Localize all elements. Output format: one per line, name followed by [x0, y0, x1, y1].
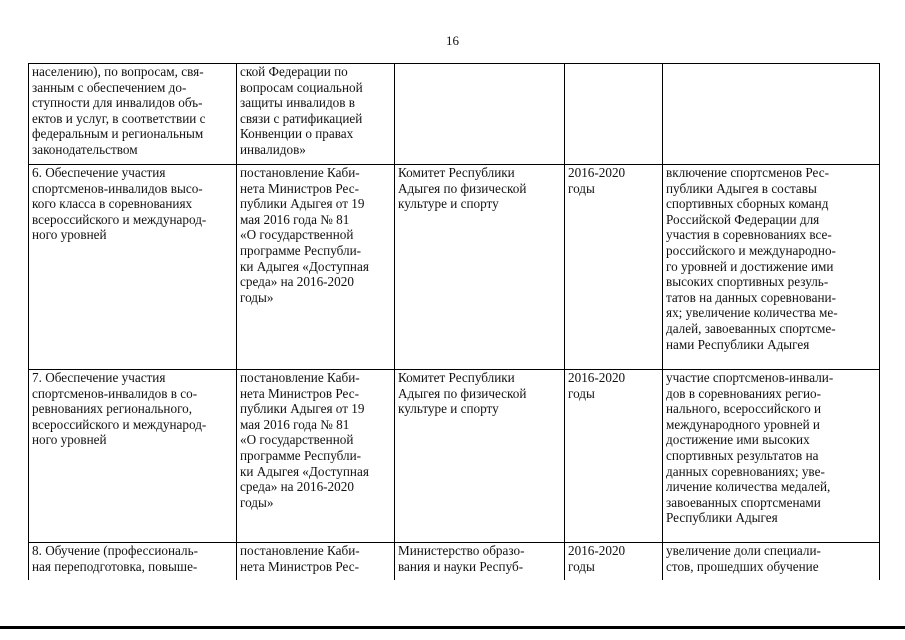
table-cell-executor — [395, 64, 565, 165]
page-number: 16 — [446, 33, 459, 48]
table-cell-period: 2016-2020 годы — [565, 543, 663, 583]
table-cell-period — [565, 64, 663, 165]
table-cell-measure: 8. Обучение (профессиональ- ная переподготовка, повыше- — [29, 543, 237, 583]
table-cell-measure: 7. Обеспечение участия спортсменов-инвалидов в со- ревнованиях регионального, всероссийского и международ- ного уровней — [29, 370, 237, 543]
table-cell-measure: населению), по вопросам, свя- занным с обеспечением до- ступности для инвалидов объ- ектов и услуг, в соответствии с федеральным и региональным законодательством — [29, 64, 237, 165]
table-cell-legal-basis: постановление Каби- нета Министров Рес- публики Адыгея от 19 мая 2016 года № 81 «О государственной программе Республи- ки Адыгея «Доступная среда» на 2016-2020 годы» — [237, 165, 395, 370]
table-cell-result: участие спортсменов-инвали- дов в соревнованиях регио- нального, всероссийского и международного уровней и достижение ими высоких спортивных результатов на данных соревнованиях; уве- личение количества медалей, завоеванных спортсменами Республики Адыгея — [663, 370, 880, 543]
table-cell-period: 2016-2020 годы — [565, 165, 663, 370]
table-cell-measure: 6. Обеспечение участия спортсменов-инвалидов высо- кого класса в соревнованиях всероссийского и международ- ного уровней — [29, 165, 237, 370]
table-cell-result: увеличение доли специали- стов, прошедших обучение — [663, 543, 880, 583]
table-cell-legal-basis: постановление Каби- нета Министров Рес- публики Адыгея от 19 мая 2016 года № 81 «О государственной программе Республи- ки Адыгея «Доступная среда» на 2016-2020 годы» — [237, 370, 395, 543]
measures-table — [28, 63, 880, 583]
table-row — [29, 64, 880, 165]
table-cell-result — [663, 64, 880, 165]
table-row — [29, 543, 880, 583]
table-cell-executor: Комитет Республики Адыгея по физической культуре и спорту — [395, 370, 565, 543]
table-cell-result: включение спортсменов Рес- публики Адыгея в составы спортивных сборных команд Российской Федерации для участия в соревнованиях все- российского и международно- го уровней и достижение ими высоких спортивных резуль- татов на данных соревновани- ях; увеличение количества ме- далей, завоеванных спортсме- нами Республики Адыгея — [663, 165, 880, 370]
page-bottom-margin — [0, 580, 905, 626]
table-row — [29, 165, 880, 370]
table-cell-legal-basis: ской Федерации по вопросам социальной защиты инвалидов в связи с ратификацией Конвенции о правах инвалидов» — [237, 64, 395, 165]
table-cell-legal-basis: постановление Каби- нета Министров Рес- — [237, 543, 395, 583]
table-cell-executor: Комитет Республики Адыгея по физической культуре и спорту — [395, 165, 565, 370]
table-cell-period: 2016-2020 годы — [565, 370, 663, 543]
table-row — [29, 370, 880, 543]
table-cell-executor: Министерство образо- вания и науки Респуб- — [395, 543, 565, 583]
scan-edge-line — [0, 626, 905, 629]
